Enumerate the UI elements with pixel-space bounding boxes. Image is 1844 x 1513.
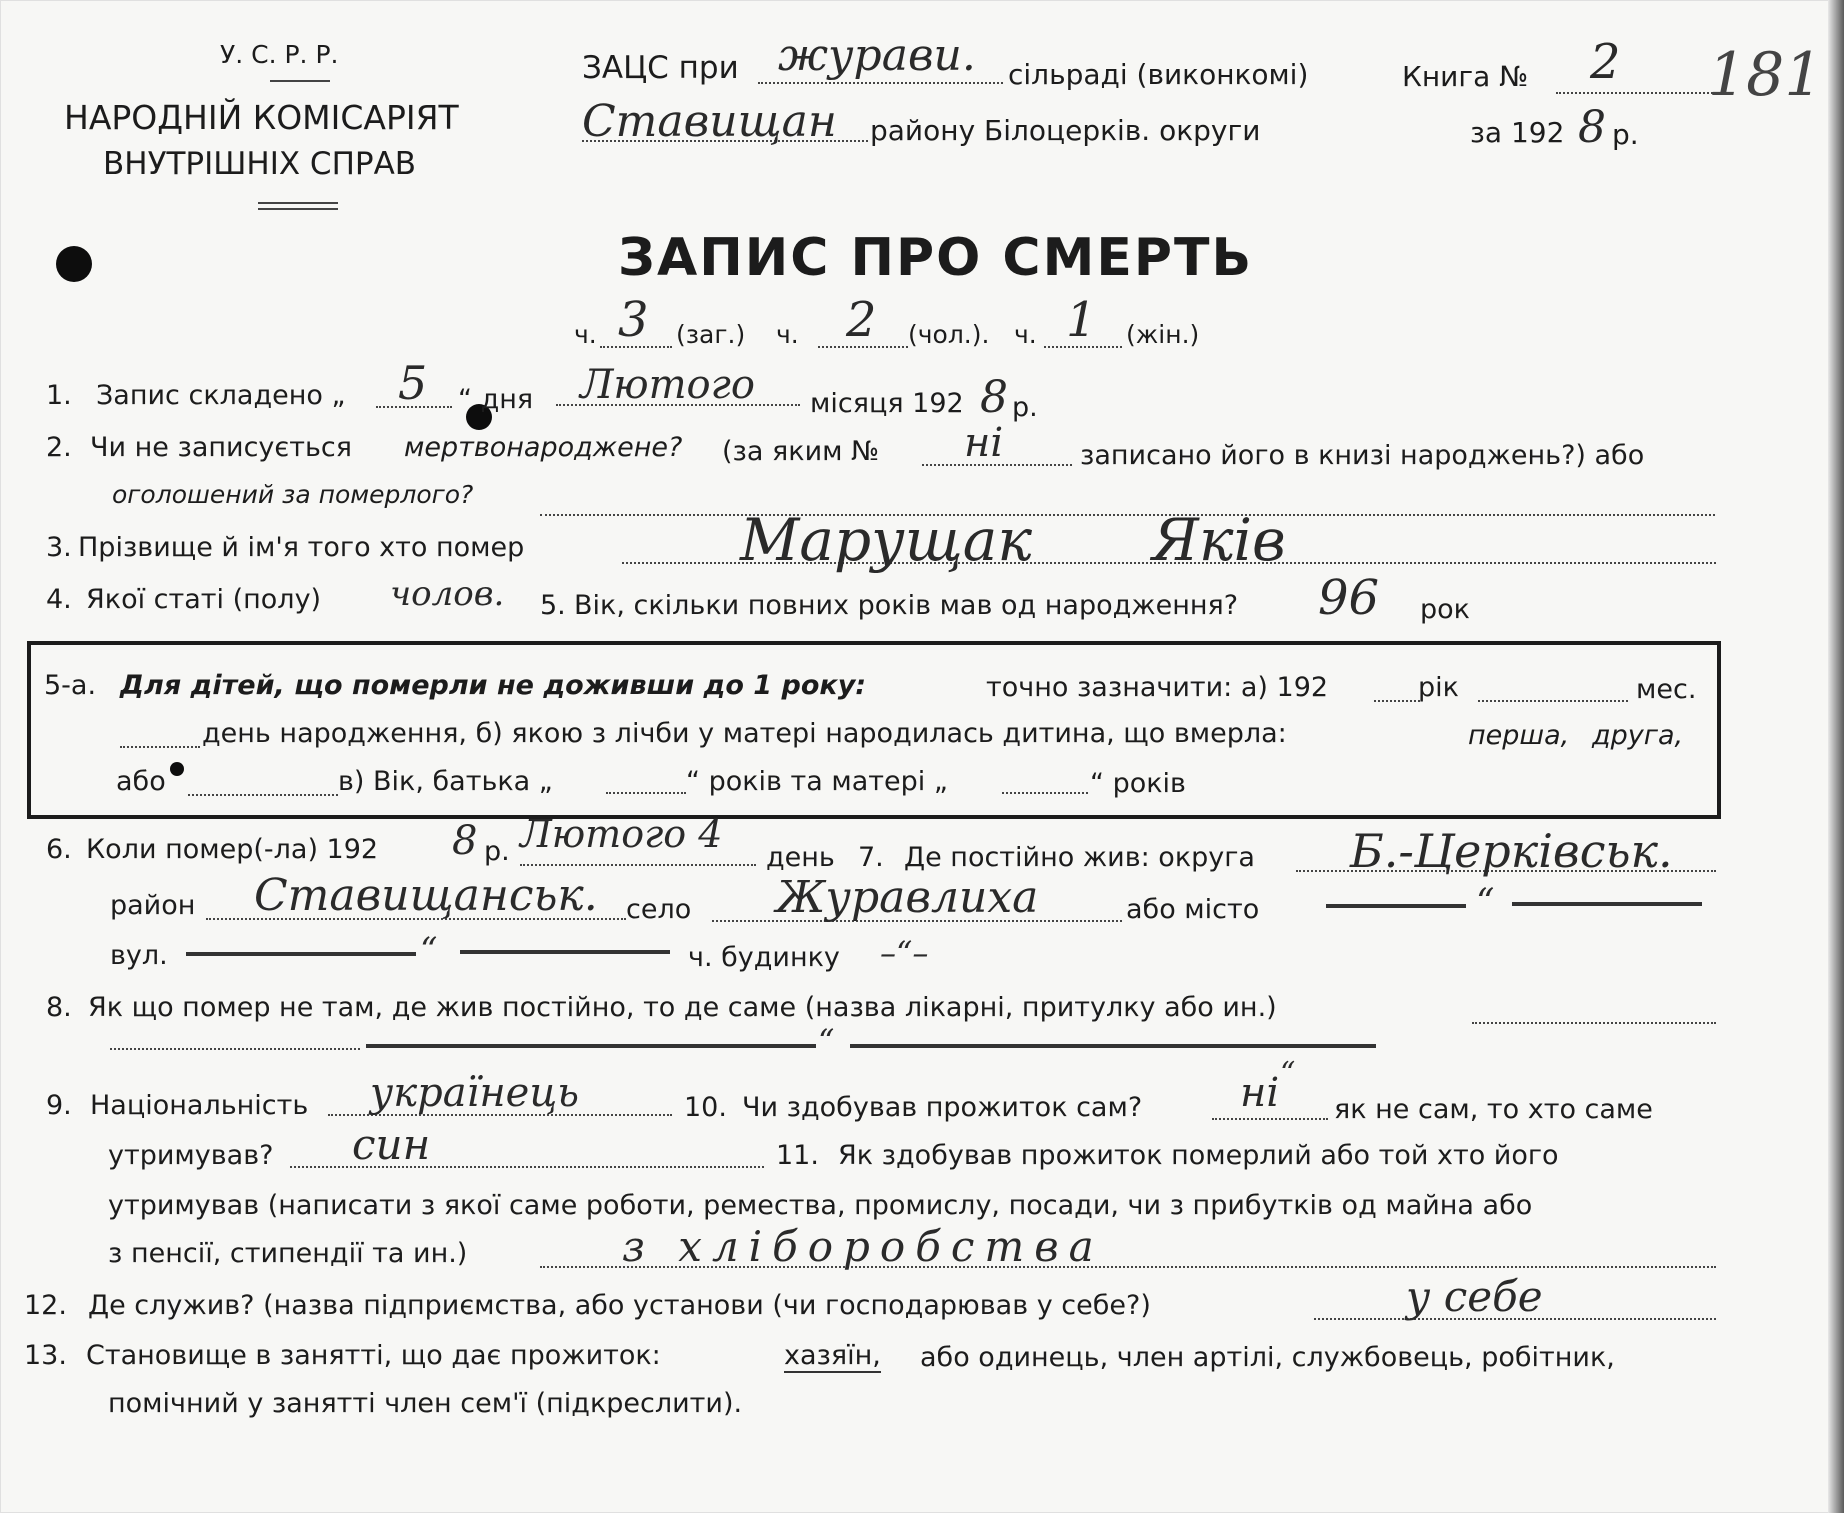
- q5a-bold-label: Для дітей, що померли не доживши до 1 року:: [120, 670, 867, 701]
- q2-extra-line: [540, 514, 1715, 516]
- q7-misto-dash-1: [1326, 904, 1466, 908]
- q5a-text2: день народження, б) якою з лічби у матері народилась дитина, що вмерла:: [202, 718, 1287, 749]
- header-divider: [270, 80, 330, 82]
- q5a-mother-line: [1002, 792, 1088, 794]
- q2-label-c: (за яким №: [722, 436, 880, 467]
- q11-value: з хліборобства: [622, 1222, 1104, 1271]
- q12-label: Де служив? (назва підприємства, або установи (чи господарював у себе?): [88, 1290, 1151, 1321]
- q9-label: Національність: [90, 1090, 309, 1121]
- header-divider-2: [258, 202, 338, 204]
- q1-month-value: Лютого: [580, 362, 755, 408]
- q7-vul-dash-2: [460, 950, 670, 954]
- q5a-order-line: [188, 794, 338, 796]
- commissariat-line2: ВНУТРІШНІХ СПРАВ: [103, 146, 417, 182]
- q6-number: 6.: [46, 834, 72, 865]
- q5a-text1: точно зазначити: а) 192: [986, 672, 1329, 703]
- q13-number: 13.: [24, 1340, 67, 1371]
- count-total-value: 3: [618, 292, 649, 348]
- q2-value: ні: [964, 420, 1004, 466]
- q9-value: українець: [370, 1070, 580, 1116]
- q5a-abo: або: [116, 766, 166, 797]
- q7-vul-label: вул.: [110, 940, 168, 971]
- q2-label-a: Чи не записується: [90, 432, 352, 463]
- q6-date-line: [520, 864, 756, 866]
- q5a-month-line: [1478, 700, 1628, 702]
- q10-label: Чи здобував прожиток сам?: [742, 1092, 1143, 1123]
- q10-label2: як не сам, то хто саме: [1334, 1094, 1653, 1125]
- q8-value: “: [818, 1022, 835, 1060]
- q7-budynok-label: ч. будинку: [688, 942, 840, 973]
- q6-label: Коли помер(-ла) 192: [86, 834, 379, 865]
- q2-label-b: мертвонароджене?: [404, 432, 683, 463]
- count-male-value: 2: [846, 292, 877, 348]
- q12-number: 12.: [24, 1290, 67, 1321]
- q7-raion-label: район: [110, 890, 196, 921]
- year-value: 8: [1578, 102, 1606, 153]
- q8-number: 8.: [46, 992, 72, 1023]
- q1-month-label: місяця 192: [810, 388, 964, 419]
- q5-label: Вік, скільки повних років мав од народження?: [574, 590, 1239, 621]
- q11-number: 11.: [776, 1140, 819, 1171]
- q4-number: 4.: [46, 584, 72, 615]
- q13-label-c: помічний у занятті член сем'ї (підкреслити).: [108, 1388, 743, 1419]
- zags-label: ЗАЦС при: [582, 50, 739, 86]
- count-total-label-ch: ч.: [574, 320, 597, 349]
- punch-hole-mark: [56, 246, 92, 282]
- q7-vul-value: “: [420, 930, 438, 970]
- q13-label-a: Становище в занятті, що дає прожиток:: [86, 1340, 661, 1371]
- count-female-label: ч.: [1014, 320, 1037, 349]
- q8-dash-1: [366, 1044, 816, 1048]
- q8-dash-2: [850, 1044, 1376, 1048]
- count-total-label: (заг.): [676, 320, 746, 349]
- q2-label-d: записано його в книзі народжень?) або: [1080, 440, 1645, 471]
- q1-number: 1.: [46, 380, 72, 411]
- q10-label3: утримував?: [108, 1140, 274, 1171]
- q7-label: Де постійно жив: округа: [904, 842, 1255, 873]
- council-label: сільраді (виконкомі): [1008, 58, 1309, 91]
- q7-raion-value: Ставищанськ.: [254, 870, 598, 921]
- village-field-line: [758, 82, 1003, 84]
- q5a-number: 5-а.: [44, 670, 97, 701]
- q4-value: чолов.: [390, 574, 505, 614]
- q1-year-value: 8: [980, 372, 1008, 423]
- q1-year-suffix: р.: [1012, 392, 1038, 423]
- q7-selo-value: Журавлиха: [776, 872, 1039, 923]
- village-value: журави.: [778, 30, 976, 81]
- q7-misto-label: або місто: [1126, 894, 1260, 925]
- q3-name-value: Яків: [1152, 506, 1286, 574]
- q5-number: 5.: [540, 590, 566, 621]
- q5a-druha: друга,: [1592, 720, 1684, 751]
- q8-value-2: “: [1280, 1056, 1296, 1091]
- q6-year-value: 8: [452, 818, 478, 864]
- q6-day-label: день: [766, 842, 835, 873]
- q5a-ink-dot: [170, 762, 184, 776]
- q11-label: Як здобував прожиток померлий або той хто його: [838, 1140, 1559, 1171]
- q8-label: Як що помер не там, де жив постійно, то де саме (назва лікарні, притулку або ин.): [88, 992, 1277, 1023]
- q3-surname-value: Марущак: [740, 506, 1033, 574]
- q8-line-2a: [110, 1048, 360, 1050]
- year-label: за 192: [1470, 116, 1565, 149]
- q10-value2: син: [352, 1120, 431, 1169]
- q5-value: 96: [1318, 570, 1380, 626]
- q5a-mes: мес.: [1636, 674, 1697, 705]
- q5a-father-line: [606, 792, 686, 794]
- q5a-day-line: [120, 746, 200, 748]
- q11-label3: з пенсії, стипендії та ин.): [108, 1238, 468, 1269]
- q1-day-label: “ дня: [458, 384, 534, 415]
- q1-label: Запис складено „: [96, 380, 346, 411]
- book-label: Книга №: [1402, 60, 1529, 93]
- q3-number: 3.: [46, 532, 72, 563]
- q7-vul-dash-1: [186, 952, 416, 956]
- q11-label2: утримував (написати з якої саме роботи, ремества, промислу, посади, чи з прибутків од майна або: [108, 1190, 1533, 1221]
- q1-day-value: 5: [398, 356, 428, 410]
- count-female-suffix: (жін.): [1126, 320, 1200, 349]
- q10-value: ні: [1240, 1070, 1280, 1116]
- q7-selo-label: село: [626, 894, 692, 925]
- q5-suffix: рок: [1420, 594, 1470, 625]
- q4-label: Якої статі (полу): [86, 584, 322, 615]
- count-male-suffix: (чол.).: [908, 320, 990, 349]
- header-divider-3: [258, 208, 338, 210]
- q7-budynok-value: –“–: [880, 934, 929, 972]
- district-label: району Білоцерків. округи: [870, 114, 1261, 147]
- republic-label: У. С. Р. Р.: [220, 40, 339, 69]
- book-value: 2: [1590, 34, 1621, 90]
- q13-underlined-owner: хазяїн,: [784, 1340, 881, 1371]
- q2-label-e: оголошений за померлого?: [112, 480, 474, 509]
- q7-misto-value: “: [1476, 882, 1495, 923]
- page-edge-shadow: [1828, 0, 1844, 1513]
- q10-line: [1212, 1118, 1328, 1120]
- document-title: ЗАПИС ПРО СМЕРТЬ: [618, 228, 1254, 288]
- q7-number: 7.: [858, 842, 884, 873]
- q5a-persha: перша,: [1468, 720, 1570, 751]
- q5a-year-line: [1374, 700, 1420, 702]
- q7-okruha-value: Б.-Церківськ.: [1350, 824, 1673, 878]
- district-value: Ставищан: [582, 96, 837, 147]
- q13-label-b: або одинець, член артілі, службовець, робітник,: [920, 1342, 1615, 1373]
- count-female-value: 1: [1066, 292, 1097, 348]
- q10-number: 10.: [684, 1092, 727, 1123]
- q3-label: Прізвище й ім'я того хто помер: [78, 532, 525, 563]
- margin-number: 181: [1708, 40, 1823, 110]
- q5a-text4: “ років та матері „: [686, 766, 948, 797]
- q12-value: у себе: [1406, 1272, 1543, 1321]
- q2-number: 2.: [46, 432, 72, 463]
- q6-date-value: Лютого 4: [520, 812, 723, 856]
- q5a-text5: “ років: [1090, 768, 1186, 799]
- q7-misto-dash-2: [1512, 902, 1702, 906]
- q5a-rik: рік: [1418, 672, 1459, 703]
- year-suffix: р.: [1612, 118, 1639, 151]
- q9-number: 9.: [46, 1090, 72, 1121]
- q8-line-1: [1472, 1022, 1716, 1024]
- commissariat-line1: НАРОДНІЙ КОМІСАРІЯТ: [64, 98, 459, 137]
- book-field-line: [1556, 92, 1716, 94]
- count-male-label: ч.: [776, 320, 799, 349]
- q6-r: р.: [484, 836, 510, 867]
- q5a-text3: в) Вік, батька „: [338, 766, 553, 797]
